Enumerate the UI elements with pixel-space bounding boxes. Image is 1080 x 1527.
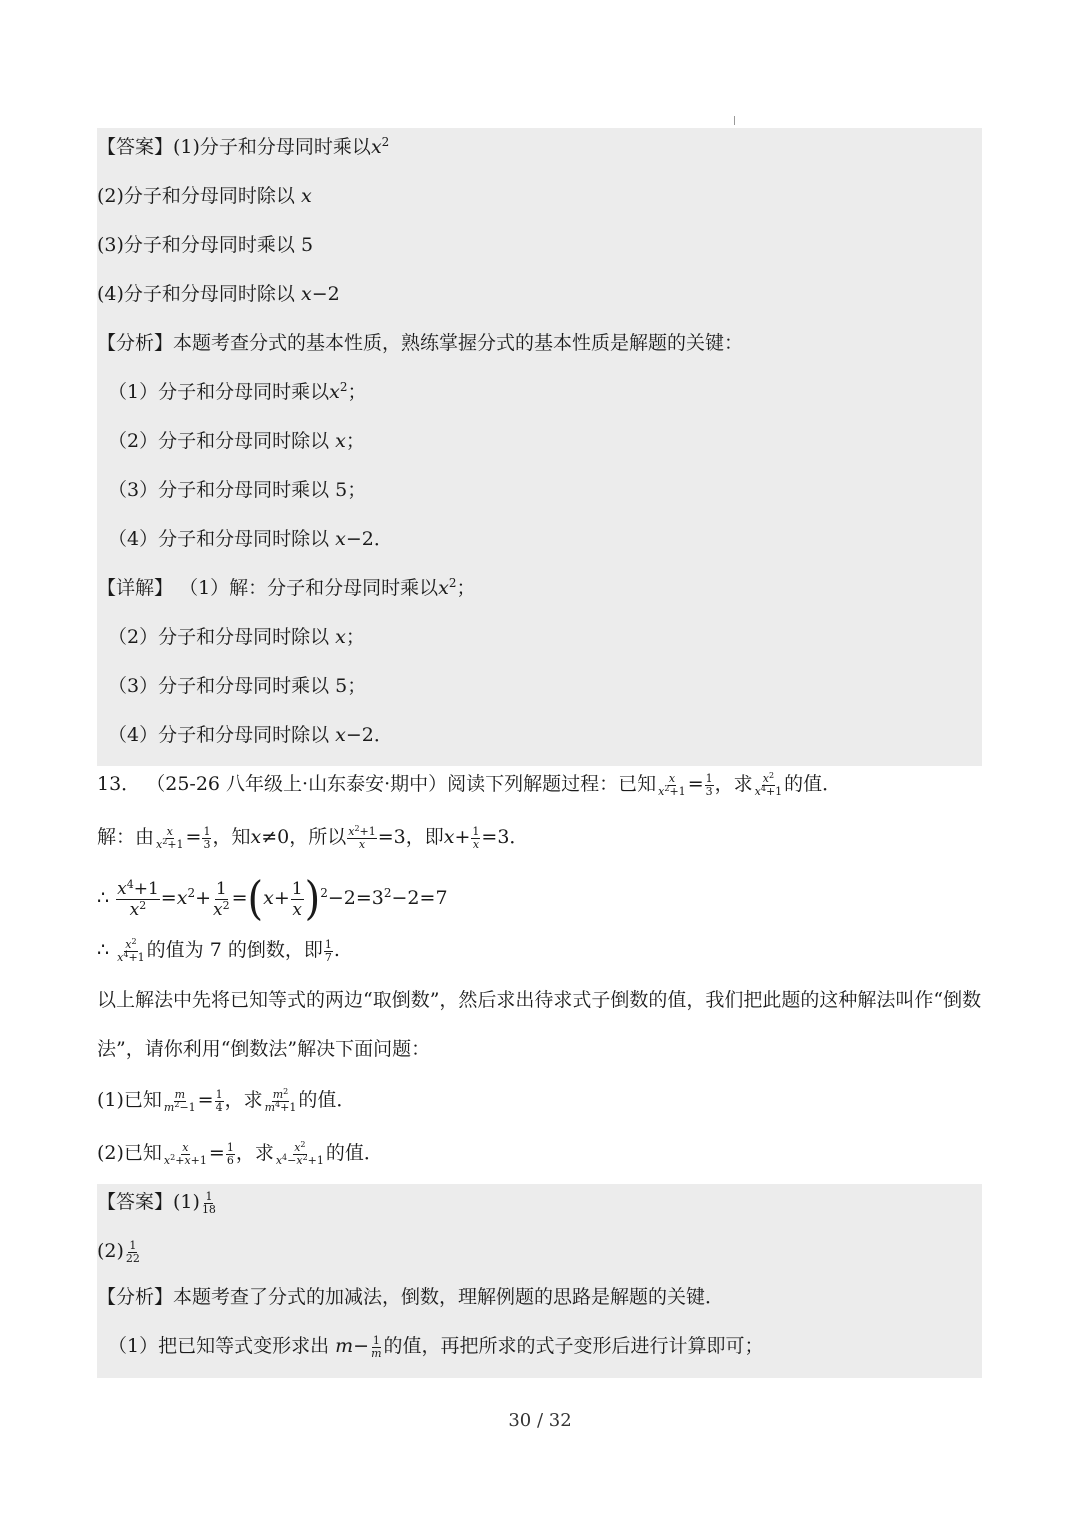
answer-line-2: (2)分子和分母同时除以 x [97,185,312,207]
analysis-item-2: （2）分子和分母同时除以 x； [108,430,365,452]
question-13-stem: 13． （25-26 八年级上·山东泰安·期中）阅读下列解题过程：已知 $\frac{x}{x^2+1}$ = $\frac{1}{3}$ ，求 $\frac{x^2}{x^4+1}$ 的值． [97,770,842,798]
detail-item-3: （3）分子和分母同时乘以 5； [108,675,367,697]
answer-2-line-2: (2) $\frac{1}{22}$ [97,1238,140,1265]
analysis-2-item-1: （1）把已知等式变形求出 m− $\frac{1}{m}$ 的值，再把所求的式子变形后进行计算即可； [108,1333,764,1360]
analysis-item-4: （4）分子和分母同时除以 x−2． [108,528,393,550]
answer-2-line-1: 【答案】(1) $\frac{1}{18}$ [97,1189,216,1216]
solution-line-1: 解：由 $\frac{x}{x^2+1}$ = $\frac{1}{3}$ ，知x≠0，所以 $\frac{x^2+1}{x}$ =3，即x+ $\frac{1}{x}$ =3． [97,823,529,851]
solution-line-2: ∴ $\frac{x^4+1}{x^2}$ $=x^2+$ $\frac{1}{x^2}$ =(x+ $\frac{1}{x}$ )$^2-2=3^2-2=7$ [97,872,448,926]
header-mark [734,116,735,125]
method-paragraph-2: 法”，请你利用“倒数法”解决下面问题： [97,1038,431,1060]
answer-line-3: (3)分子和分母同时乘以 5 [97,234,314,256]
solution-line-3: ∴ $\frac{x^2}{x^4+1}$ 的值为 7 的倒数，即 $\frac{1}{7}$ . [97,936,340,964]
detail-item-4: （4）分子和分母同时除以 x−2． [108,724,393,746]
subquestion-1: (1)已知 $\frac{m}{m^2-1}$ = $\frac{1}{4}$ ，求 $\frac{m^2}{m^4+1}$ 的值． [97,1086,356,1114]
method-paragraph-1: 以上解法中先将已知等式的两边“取倒数”，然后求出待求式子倒数的值，我们把此题的这种解法叫作“倒数 [97,989,982,1011]
answer-line-4: (4)分子和分母同时除以 x−2 [97,283,340,305]
analysis-2-line: 【分析】本题考查了分式的加减法，倒数，理解例题的思路是解题的关键． [97,1286,725,1308]
answer-line-1: 【答案】(1)分子和分母同时乘以$x^2$ [97,135,390,158]
detail-line-1: 【详解】 （1）解：分子和分母同时乘以$x^2$； [97,576,476,599]
detail-item-2: （2）分子和分母同时除以 x； [108,626,365,648]
analysis-line: 【分析】本题考查分式的基本性质，熟练掌握分式的基本性质是解题的关键： [97,332,744,354]
analysis-item-3: （3）分子和分母同时乘以 5； [108,479,367,501]
page-number: 30 / 32 [508,1410,572,1431]
subquestion-2: (2)已知 $\frac{x}{x^2+x+1}$ = $\frac{1}{6}$ ，求 $\frac{x^2}{x^4-x^2+1}$ 的值． [97,1139,383,1167]
analysis-item-1: （1）分子和分母同时乘以$x^2$； [108,380,367,403]
